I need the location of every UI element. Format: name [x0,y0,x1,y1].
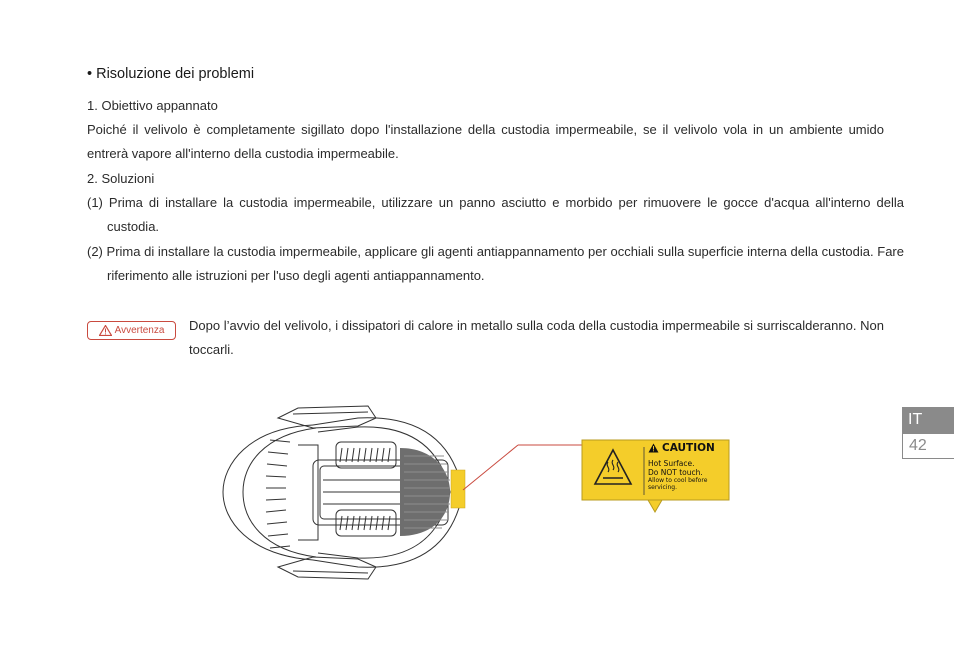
caution-triangle-icon [648,443,659,453]
case-caution-sticker [451,470,465,508]
caution-title: CAUTION [662,442,715,454]
solution-item-2: (2) Prima di installare la custodia impermeabile, applicare gli agenti antiappannamento per occhiali sulla superficie interna della custodia. Fare riferimento alle istruzioni per l'uso degli agenti antiappannamento. [87,244,904,283]
heat-sink [400,448,450,536]
problem-heading: 1. Obiettivo appannato [87,98,218,113]
warning-badge-label: Avvertenza [114,325,165,336]
section-title: • Risoluzione dei problemi [87,66,255,82]
warning-triangle-icon [99,325,112,336]
solution-item-1: (1) Prima di installare la custodia impermeabile, utilizzare un panno asciutto e morbido per rimuovere le gocce d'acqua all'interno della custodia. [87,195,904,234]
caution-line-4: servicing. [648,484,677,491]
problem-text: Poiché il velivolo è completamente sigillato dopo l'installazione della custodia impermeabile, se il velivolo vola in un ambiente umido entrerà vapore all'interno della custodia impermeabile. [87,122,884,161]
callout-line [463,445,518,490]
warning-text: Dopo l’avvio del velivolo, i dissipatori di calore in metallo sulla coda della custodia impermeabile si surriscalderanno. Non toccarli. [189,318,884,357]
caution-line-1: Hot Surface. [648,459,695,468]
language-tab: IT [902,407,954,433]
solutions-heading: 2. Soluzioni [87,171,155,186]
warning-badge [87,321,176,340]
caution-line-3: Allow to cool before [648,477,708,484]
page-number: 42 [902,433,954,459]
caution-line-2: Do NOT touch. [648,468,703,477]
